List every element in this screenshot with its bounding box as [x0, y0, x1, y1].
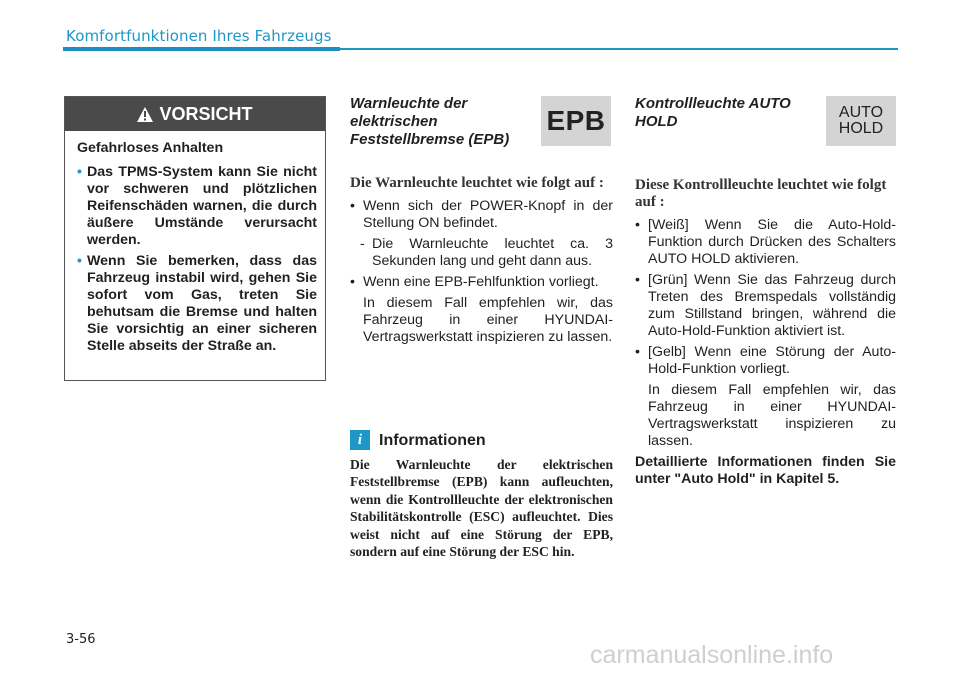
- autohold-title: Kontrollleuchte AUTO HOLD: [635, 95, 791, 130]
- epb-lead: Die Warnleuchte leuchtet wie folgt auf :: [350, 175, 604, 191]
- warning-box: [64, 96, 326, 381]
- epb-bullet: • Wenn sich der POWER-Knopf in der Stellung ON befindet.: [350, 198, 613, 231]
- epb-content: [350, 175, 613, 346]
- autohold-lead: Diese Kontrollleuchte leuchtet wie folgt auf :: [635, 177, 887, 210]
- epb-warning-light-icon: EPB: [541, 96, 611, 146]
- warning-triangle-icon: [137, 107, 153, 122]
- autohold-bullet: • [Weiß] Wenn Sie die Auto-Hold-Funktion durch Drücken des Schalters AUTO HOLD aktivieren.: [635, 217, 896, 267]
- info-title: Informationen: [379, 432, 486, 449]
- page-number: 3-56: [66, 632, 96, 647]
- autohold-bullet: • [Grün] Wenn Sie das Fahrzeug durch Treten des Bremspedals vollständig zum Stillstand bringen, während die Auto-Hold-Funktion aktiviert ist.: [635, 272, 896, 339]
- epb-bullet: • Wenn eine EPB-Fehlfunktion vorliegt.: [350, 274, 599, 290]
- auto-hold-indicator-icon: AUTO HOLD: [826, 96, 896, 146]
- warning-title: Gefahrloses Anhalten: [77, 140, 224, 156]
- epb-note: In diesem Fall empfehlen wir, das Fahrzeug in einer HYUNDAI-Vertragswerkstatt inspizieren zu lassen.: [363, 295, 613, 345]
- warning-header: [65, 97, 325, 131]
- info-body: Die Warnleuchte der elektrischen Feststellbremse (EPB) kann aufleuchten, wenn die Kontrollleuchte der elektronischen Stabilitätskontrolle (ESC) aufleuchtet. Dies weist nicht auf eine Störung der EPB, sondern auf eine Störung der ESC hin.: [350, 457, 613, 560]
- autohold-footer: Detaillierte Informationen finden Sie unter "Auto Hold" in Kapitel 5.: [635, 454, 896, 487]
- autohold-content: [635, 177, 896, 488]
- header-rule-light: [340, 48, 898, 50]
- epb-subitem: - Die Warnleuchte leuchtet ca. 3 Sekunden lang und geht dann aus.: [360, 236, 613, 269]
- warning-item: • Das TPMS-System kann Sie nicht vor schweren und plötzlichen Reifenschäden warnen, die durch äußere Umstände verursacht werden.: [77, 164, 317, 248]
- warning-item: • Wenn Sie bemerken, dass das Fahrzeug instabil wird, gehen Sie sofort vom Gas, treten Sie behutsam die Bremse und halten Sie vorsichtig an einer sicheren Stelle abseits der Straße an.: [77, 253, 317, 354]
- info-icon: i: [350, 430, 370, 450]
- autohold-bullet: • [Gelb] Wenn eine Störung der Auto-Hold-Funktion vorliegt.: [635, 344, 896, 377]
- section-header: Komfortfunktionen Ihres Fahrzeugs: [66, 27, 332, 45]
- watermark: carmanualsonline.info: [590, 641, 834, 669]
- warning-label: VORSICHT: [159, 103, 253, 124]
- header-rule-dark: [63, 47, 340, 51]
- autohold-note: In diesem Fall empfehlen wir, das Fahrzeug in einer HYUNDAI-Vertragswerkstatt inspizieren zu lassen.: [648, 382, 896, 449]
- epb-title: Warnleuchte der elektrischen Feststellbremse (EPB): [350, 95, 510, 148]
